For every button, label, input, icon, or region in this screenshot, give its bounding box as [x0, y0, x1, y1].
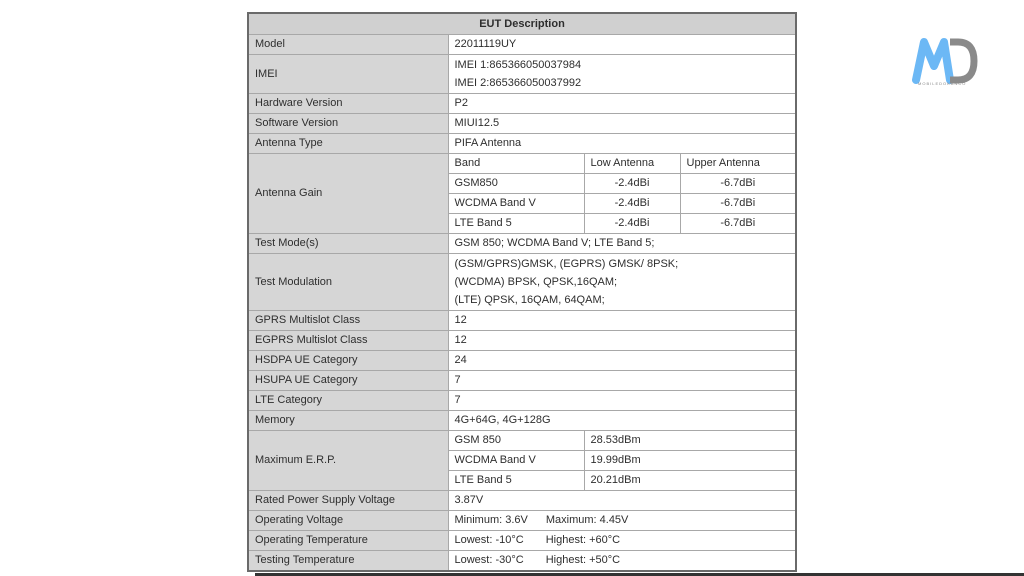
table-row: [248, 311, 796, 331]
erp-value: 19.99dBm: [584, 451, 796, 471]
row-value: [448, 55, 796, 94]
row-value: P2: [448, 94, 796, 114]
upper-gain: -6.7dBi: [680, 194, 796, 214]
row-label: HSDPA UE Category: [248, 351, 448, 371]
band: WCDMA Band V: [448, 451, 584, 471]
row-label: LTE Category: [248, 391, 448, 411]
lowest-temp: Lowest: -30°C: [454, 554, 524, 566]
eut-description-table: [247, 12, 797, 572]
table-row: [248, 411, 796, 431]
erp-value: 20.21dBm: [584, 471, 796, 491]
highest-temp: Highest: +50°C: [545, 554, 621, 566]
table-row: [248, 94, 796, 114]
table-row: [248, 491, 796, 511]
row-value: 7: [448, 391, 796, 411]
row-label: HSUPA UE Category: [248, 371, 448, 391]
row-label: Model: [248, 35, 448, 55]
low-gain: -2.4dBi: [584, 174, 680, 194]
table-row: [248, 431, 796, 451]
row-value: [448, 551, 796, 572]
table-row: [248, 391, 796, 411]
sub-header: Low Antenna: [584, 154, 680, 174]
sub-header: Upper Antenna: [680, 154, 796, 174]
imei-2: IMEI 2:865366050037992: [454, 77, 582, 89]
row-label: Memory: [248, 411, 448, 431]
row-value: 7: [448, 371, 796, 391]
table-row: [248, 35, 796, 55]
table-row: [248, 371, 796, 391]
row-value: 12: [448, 311, 796, 331]
row-value: [448, 254, 796, 311]
row-value: GSM 850; WCDMA Band V; LTE Band 5;: [448, 234, 796, 254]
logo-text: MOBILEDOKANCO: [918, 81, 967, 86]
table-row: [248, 531, 796, 551]
lowest-temp: Lowest: -10°C: [454, 534, 524, 546]
highest-temp: Highest: +60°C: [545, 534, 621, 546]
low-gain: -2.4dBi: [584, 194, 680, 214]
row-value: 12: [448, 331, 796, 351]
row-value: [448, 511, 796, 531]
imei-1: IMEI 1:865366050037984: [454, 59, 582, 71]
table-row: [248, 511, 796, 531]
row-label: Test Modulation: [248, 254, 448, 311]
band: GSM850: [448, 174, 584, 194]
modulation-line: (LTE) QPSK, 16QAM, 64QAM;: [454, 294, 605, 306]
band: LTE Band 5: [448, 471, 584, 491]
row-value: MIUI12.5: [448, 114, 796, 134]
table-row: [248, 55, 796, 94]
row-label: IMEI: [248, 55, 448, 94]
low-gain: -2.4dBi: [584, 214, 680, 234]
table-row: [248, 351, 796, 371]
row-value: PIFA Antenna: [448, 134, 796, 154]
row-value: 4G+64G, 4G+128G: [448, 411, 796, 431]
row-value: 24: [448, 351, 796, 371]
row-label: Operating Voltage: [248, 511, 448, 531]
row-label: Maximum E.R.P.: [248, 431, 448, 491]
band: WCDMA Band V: [448, 194, 584, 214]
table-row: [248, 114, 796, 134]
row-label: Test Mode(s): [248, 234, 448, 254]
row-label: EGPRS Multislot Class: [248, 331, 448, 351]
row-value: 22011119UY: [448, 35, 796, 55]
row-label: Antenna Type: [248, 134, 448, 154]
table-row: [248, 234, 796, 254]
band: LTE Band 5: [448, 214, 584, 234]
min-voltage: Minimum: 3.6V: [454, 514, 528, 526]
row-label: Software Version: [248, 114, 448, 134]
table-header-row: [248, 13, 796, 35]
max-voltage: Maximum: 4.45V: [545, 514, 629, 526]
row-label: Testing Temperature: [248, 551, 448, 572]
upper-gain: -6.7dBi: [680, 174, 796, 194]
modulation-line: (GSM/GPRS)GMSK, (EGPRS) GMSK/ 8PSK;: [454, 258, 679, 270]
table-row: [248, 134, 796, 154]
erp-value: 28.53dBm: [584, 431, 796, 451]
table-title: EUT Description: [248, 13, 796, 35]
row-label: Antenna Gain: [248, 154, 448, 234]
row-label: Rated Power Supply Voltage: [248, 491, 448, 511]
row-label: Hardware Version: [248, 94, 448, 114]
band: GSM 850: [448, 431, 584, 451]
row-label: GPRS Multislot Class: [248, 311, 448, 331]
row-value: [448, 531, 796, 551]
row-value: 3.87V: [448, 491, 796, 511]
sub-header: Band: [448, 154, 584, 174]
modulation-line: (WCDMA) BPSK, QPSK,16QAM;: [454, 276, 618, 288]
row-label: Operating Temperature: [248, 531, 448, 551]
upper-gain: -6.7dBi: [680, 214, 796, 234]
table-row: [248, 551, 796, 572]
table-row: [248, 331, 796, 351]
table-row: [248, 154, 796, 174]
table-row: [248, 254, 796, 311]
